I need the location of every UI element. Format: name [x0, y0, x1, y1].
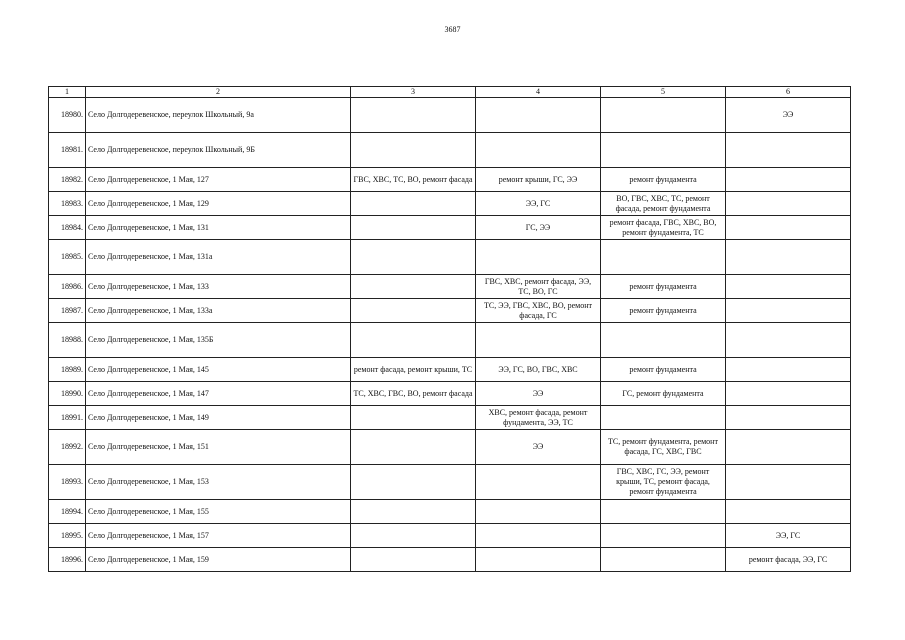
work-cell-4 [476, 323, 601, 358]
work-cell-6 [726, 275, 851, 299]
row-number: 18980. [49, 98, 86, 133]
work-cell-5: ремонт фундамента [601, 299, 726, 323]
table-row [49, 548, 851, 572]
row-number: 18985. [49, 240, 86, 275]
work-cell-6 [726, 382, 851, 406]
work-cell-6 [726, 430, 851, 465]
row-number: 18992. [49, 430, 86, 465]
work-cell-5: ремонт фундамента [601, 275, 726, 299]
address-cell: Село Долгодеревенское, 1 Мая, 131а [86, 240, 351, 275]
row-number: 18996. [49, 548, 86, 572]
column-header-1: 1 [49, 87, 86, 98]
work-cell-6 [726, 323, 851, 358]
work-cell-4: ГС, ЭЭ [476, 216, 601, 240]
work-cell-5 [601, 133, 726, 168]
row-number: 18982. [49, 168, 86, 192]
table-row [49, 98, 851, 133]
work-cell-3 [351, 216, 476, 240]
table-row [49, 299, 851, 323]
work-cell-5 [601, 406, 726, 430]
header-row [49, 87, 851, 98]
address-cell: Село Долгодеревенское, 1 Мая, 129 [86, 192, 351, 216]
row-number: 18987. [49, 299, 86, 323]
work-cell-3 [351, 406, 476, 430]
work-cell-6 [726, 406, 851, 430]
address-cell: Село Долгодеревенское, 1 Мая, 135Б [86, 323, 351, 358]
work-cell-4 [476, 548, 601, 572]
work-cell-3 [351, 98, 476, 133]
address-cell: Село Долгодеревенское, 1 Мая, 157 [86, 524, 351, 548]
work-cell-6: ремонт фасада, ЭЭ, ГС [726, 548, 851, 572]
address-cell: Село Долгодеревенское, 1 Мая, 155 [86, 500, 351, 524]
work-cell-6 [726, 500, 851, 524]
work-cell-3 [351, 548, 476, 572]
work-cell-6 [726, 192, 851, 216]
table-row [49, 216, 851, 240]
work-cell-4: ГВС, ХВС, ремонт фасада, ЭЭ, ТС, ВО, ГС [476, 275, 601, 299]
row-number: 18990. [49, 382, 86, 406]
work-cell-6 [726, 216, 851, 240]
work-cell-4 [476, 524, 601, 548]
column-header-2: 2 [86, 87, 351, 98]
work-cell-3 [351, 500, 476, 524]
work-cell-5: ВО, ГВС, ХВС, ТС, ремонт фасада, ремонт фундамента [601, 192, 726, 216]
work-cell-4 [476, 500, 601, 524]
table-row [49, 500, 851, 524]
column-header-5: 5 [601, 87, 726, 98]
work-cell-4: ЭЭ [476, 430, 601, 465]
address-cell: Село Долгодеревенское, переулок Школьный, 9Б [86, 133, 351, 168]
work-cell-3: ремонт фасада, ремонт крыши, ТС [351, 358, 476, 382]
work-cell-4: ЭЭ [476, 382, 601, 406]
address-cell: Село Долгодеревенское, 1 Мая, 151 [86, 430, 351, 465]
table-row [49, 275, 851, 299]
work-cell-3: ТС, ХВС, ГВС, ВО, ремонт фасада [351, 382, 476, 406]
address-cell: Село Долгодеревенское, 1 Мая, 153 [86, 465, 351, 500]
work-cell-3 [351, 430, 476, 465]
work-cell-6 [726, 299, 851, 323]
work-cell-3 [351, 524, 476, 548]
table-row [49, 358, 851, 382]
address-cell: Село Долгодеревенское, 1 Мая, 133а [86, 299, 351, 323]
address-cell: Село Долгодеревенское, 1 Мая, 133 [86, 275, 351, 299]
work-cell-4 [476, 465, 601, 500]
work-cell-5: ремонт фундамента [601, 168, 726, 192]
table-row [49, 168, 851, 192]
row-number: 18995. [49, 524, 86, 548]
work-cell-3 [351, 323, 476, 358]
work-cell-4: ТС, ЭЭ, ГВС, ХВС, ВО, ремонт фасада, ГС [476, 299, 601, 323]
work-cell-6 [726, 465, 851, 500]
work-cell-6 [726, 133, 851, 168]
address-cell: Село Долгодеревенское, 1 Мая, 145 [86, 358, 351, 382]
work-cell-6: ЭЭ [726, 98, 851, 133]
work-cell-4: ЭЭ, ГС [476, 192, 601, 216]
table-row [49, 430, 851, 465]
work-cell-4: ХВС, ремонт фасада, ремонт фундамента, ЭЭ, ТС [476, 406, 601, 430]
work-cell-5: ремонт фундамента [601, 358, 726, 382]
work-cell-4 [476, 240, 601, 275]
row-number: 18983. [49, 192, 86, 216]
work-cell-3 [351, 465, 476, 500]
address-cell: Село Долгодеревенское, 1 Мая, 159 [86, 548, 351, 572]
work-cell-3 [351, 192, 476, 216]
row-number: 18989. [49, 358, 86, 382]
work-cell-5 [601, 500, 726, 524]
column-header-6: 6 [726, 87, 851, 98]
work-cell-6 [726, 168, 851, 192]
row-number: 18993. [49, 465, 86, 500]
table-row [49, 240, 851, 275]
page-number: 3687 [444, 25, 461, 34]
work-cell-4: ЭЭ, ГС, ВО, ГВС, ХВС [476, 358, 601, 382]
work-cell-4 [476, 98, 601, 133]
address-cell: Село Долгодеревенское, переулок Школьный, 9а [86, 98, 351, 133]
table-row [49, 323, 851, 358]
table-row [49, 133, 851, 168]
address-cell: Село Долгодеревенское, 1 Мая, 131 [86, 216, 351, 240]
column-header-4: 4 [476, 87, 601, 98]
row-number: 18988. [49, 323, 86, 358]
work-cell-5: ГС, ремонт фундамента [601, 382, 726, 406]
work-cell-4 [476, 133, 601, 168]
table-row [49, 524, 851, 548]
work-cell-5 [601, 98, 726, 133]
work-cell-5 [601, 323, 726, 358]
work-cell-5 [601, 240, 726, 275]
table-row [49, 406, 851, 430]
table-row [49, 465, 851, 500]
address-cell: Село Долгодеревенское, 1 Мая, 147 [86, 382, 351, 406]
work-cell-3 [351, 275, 476, 299]
work-cell-6 [726, 358, 851, 382]
work-cell-5: ремонт фасада, ГВС, ХВС, ВО, ремонт фундамента, ТС [601, 216, 726, 240]
row-number: 18981. [49, 133, 86, 168]
work-cell-3 [351, 240, 476, 275]
table-row [49, 382, 851, 406]
row-number: 18991. [49, 406, 86, 430]
work-cell-3 [351, 299, 476, 323]
work-cell-5: ТС, ремонт фундамента, ремонт фасада, ГС, ХВС, ГВС [601, 430, 726, 465]
row-number: 18986. [49, 275, 86, 299]
repair-schedule-table [48, 86, 851, 572]
work-cell-6: ЭЭ, ГС [726, 524, 851, 548]
address-cell: Село Долгодеревенское, 1 Мая, 149 [86, 406, 351, 430]
work-cell-4: ремонт крыши, ГС, ЭЭ [476, 168, 601, 192]
row-number: 18984. [49, 216, 86, 240]
work-cell-6 [726, 240, 851, 275]
address-cell: Село Долгодеревенское, 1 Мая, 127 [86, 168, 351, 192]
column-header-3: 3 [351, 87, 476, 98]
work-cell-5 [601, 524, 726, 548]
row-number: 18994. [49, 500, 86, 524]
work-cell-3: ГВС, ХВС, ТС, ВО, ремонт фасада [351, 168, 476, 192]
table-row [49, 192, 851, 216]
work-cell-5 [601, 548, 726, 572]
work-cell-3 [351, 133, 476, 168]
work-cell-5: ГВС, ХВС, ГС, ЭЭ, ремонт крыши, ТС, ремонт фасада, ремонт фундамента [601, 465, 726, 500]
